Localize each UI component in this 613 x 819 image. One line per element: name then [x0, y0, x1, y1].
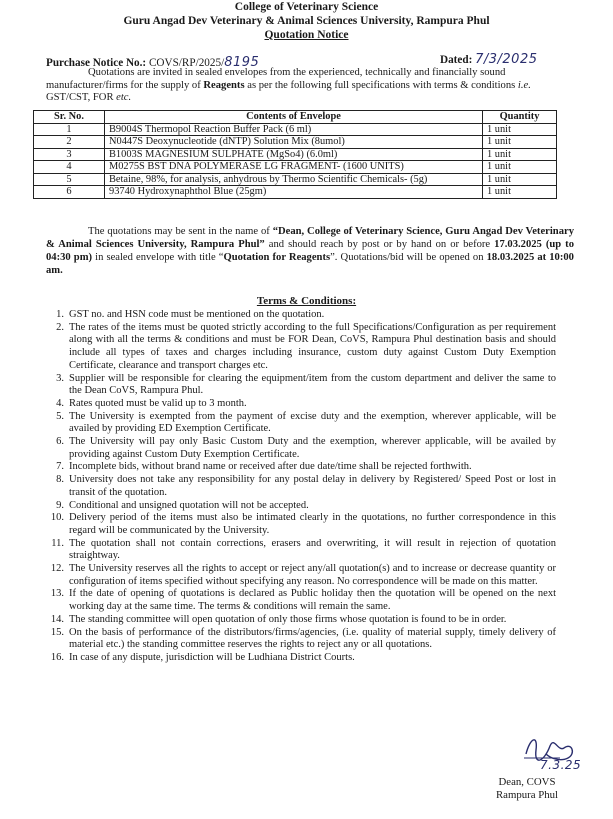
term-item — [36, 322, 556, 373]
term-number: 9. — [56, 499, 64, 511]
term-text: Supplier will be responsible for clearing the equipment/item from the custom department and deliver the same to the Dean CoVS, Rampura Phul. — [69, 372, 556, 397]
row-quantity: 1 unit — [483, 173, 557, 186]
signatory-place: Rampura Phul — [495, 789, 559, 801]
term-number: 16. — [50, 651, 64, 663]
intro-italic-2: etc. — [116, 92, 132, 104]
signature-date: 7.3.25 — [540, 758, 582, 772]
table-row — [34, 136, 557, 149]
table-row — [34, 173, 557, 186]
term-item — [36, 474, 556, 499]
term-item — [36, 538, 556, 563]
header-quantity: Quantity — [483, 111, 557, 124]
signatory-block — [492, 776, 562, 802]
row-sr-no: 6 — [34, 186, 105, 199]
intro-text-2: as per the following full specifications with terms & conditions — [244, 79, 518, 91]
term-item — [36, 512, 556, 537]
opening-date: 18.03.2025 at 10:00 am. — [46, 251, 574, 276]
college-name: College of Veterinary Science — [234, 1, 379, 13]
term-item — [36, 627, 556, 652]
term-text: The rates of the items must be quoted strictly according to the full Specifications/Configuration as per requirement along with all the terms & conditions and must be FOR Dean, CoVS, Rampura Phul destination basis and should include all types of taxes and charges including insurance, custom duty against Custom Duty Exemption Certificate, clearance and transport charges etc. — [69, 321, 556, 371]
term-text: In case of any dispute, jurisdiction will be Ludhiana District Courts. — [69, 651, 355, 663]
intro-italic: i.e. — [517, 79, 531, 91]
reagents-table — [33, 110, 557, 199]
term-number: 2. — [56, 321, 64, 333]
term-text: The University will pay only Basic Custom Duty and the exemption, wherever applicable, will be availed by providing against Custom Duty Exemption Certificate. — [69, 436, 556, 460]
term-number: 14. — [50, 613, 64, 625]
term-item — [36, 563, 556, 588]
intro-text-3: GST/CST, FOR — [46, 92, 117, 104]
term-number: 11. — [51, 537, 64, 549]
term-text: Incomplete bids, without brand name or received after due date/time shall be rejected forthwith. — [69, 461, 472, 473]
row-content: Betaine, 98%, for analysis, anhydrous by Thermo Scientific Chemicals- (5g) — [105, 173, 483, 186]
term-number: 10. — [50, 512, 64, 524]
dated-handwritten: 7/3/2025 — [475, 52, 538, 67]
term-item — [36, 436, 556, 461]
term-number: 13. — [50, 588, 64, 600]
terms-list — [36, 309, 556, 665]
submission-deadline: 17.03.2025 (up to 04:30 pm) — [46, 238, 574, 263]
submission-text-3: in sealed envelope with title “ — [92, 251, 224, 263]
row-sr-no: 5 — [34, 173, 105, 186]
university-name: Guru Angad Dev Veterinary & Animal Sciences University, Rampura Phul — [123, 15, 490, 27]
row-quantity: 1 unit — [483, 161, 557, 174]
term-number: 5. — [56, 410, 64, 422]
term-item — [36, 373, 556, 398]
row-content: 93740 Hydroxynaphthol Blue (25gm) — [105, 186, 483, 199]
term-item — [36, 614, 556, 627]
term-item — [36, 588, 556, 613]
term-text: Conditional and unsigned quotation will not be accepted. — [69, 499, 309, 511]
term-item — [36, 398, 556, 411]
row-content: B9004S Thermopol Reaction Buffer Pack (6 ml) — [105, 123, 483, 136]
row-sr-no: 2 — [34, 136, 105, 149]
dated-label: Dated: — [440, 54, 473, 66]
row-sr-no: 3 — [34, 148, 105, 161]
submission-text-4: ”. Quotations/bid will be opened on — [330, 251, 487, 263]
table-row — [34, 123, 557, 136]
row-sr-no: 1 — [34, 123, 105, 136]
submission-paragraph — [46, 226, 574, 278]
term-item — [36, 461, 556, 474]
term-text: GST no. and HSN code must be mentioned on the quotation. — [69, 309, 325, 320]
submission-addressee: “Dean, College of Veterinary Science, Guru Angad Dev Veterinary & Animal Sciences University, Rampura Phul” — [46, 226, 574, 250]
row-sr-no: 4 — [34, 161, 105, 174]
term-number: 3. — [56, 372, 64, 384]
header-contents: Contents of Envelope — [105, 111, 483, 124]
row-quantity: 1 unit — [483, 123, 557, 136]
term-text: The standing committee will open quotation of only those firms whose quotation is found to be in order. — [69, 613, 507, 625]
purchase-notice-handwritten-number: 8195 — [224, 55, 260, 70]
term-number: 4. — [56, 397, 64, 409]
purchase-notice-label: Purchase Notice No.: — [46, 57, 147, 69]
signatory-designation: Dean, COVS — [498, 776, 556, 788]
dated-line — [440, 52, 538, 67]
intro-text: Quotations are invited in sealed envelopes from the experienced, technically and financially sound manufacturer/firms for the supply of — [46, 67, 506, 91]
row-quantity: 1 unit — [483, 148, 557, 161]
intro-paragraph — [46, 67, 574, 105]
term-number: 8. — [56, 474, 64, 486]
term-number: 7. — [56, 461, 64, 473]
term-number: 6. — [56, 436, 64, 448]
term-text: The University reserves all the rights to accept or reject any/all quotation(s) and to increase or decrease quantity or configuration of items specified without specifying any reason. No correspondence will be made on this matter. — [69, 563, 556, 587]
term-number: 12. — [50, 563, 64, 575]
term-item — [36, 411, 556, 436]
row-content: N0447S Deoxynucleotide (dNTP) Solution Mix (8umol) — [105, 136, 483, 149]
row-content: B1003S MAGNESIUM SULPHATE (MgSo4) (6.0ml) — [105, 148, 483, 161]
table-row — [34, 186, 557, 199]
term-number: 15. — [50, 626, 64, 638]
row-quantity: 1 unit — [483, 136, 557, 149]
row-content: M0275S BST DNA POLYMERASE LG FRAGMENT- (1600 UNITS) — [105, 161, 483, 174]
term-text: The University is exempted from the payment of excise duty and the exemption, wherever applicable, will be availed by providing ED Exemption Certificate. — [69, 410, 556, 435]
term-text: Rates quoted must be valid up to 3 month. — [69, 397, 247, 409]
table-header-row — [34, 111, 557, 124]
terms-heading: Terms & Conditions: — [256, 295, 357, 307]
purchase-notice-number: COVS/RP/2025/ — [148, 57, 225, 69]
term-number: 1. — [56, 309, 64, 320]
term-text: The quotation shall not contain corrections, erasers and overwriting, it will result in rejection of quotation straightway. — [69, 537, 556, 562]
submission-text-2: and should reach by post or by hand on or before — [264, 238, 495, 250]
term-item — [36, 309, 556, 322]
term-item — [36, 652, 556, 665]
envelope-title: Quotation for Reagents — [223, 251, 331, 263]
submission-text: The quotations may be sent in the name of — [88, 226, 273, 237]
term-text: On the basis of performance of the distributors/firms/agencies, (i.e. quality of material supply, timely delivery of material etc.) the standing committee reserves the rights to reject any or all quotations. — [69, 626, 556, 651]
term-text: If the date of opening of quotations is declared as Public holiday then the quotation will be opened on the next working day at the same time. The terms & conditions will remain the same. — [69, 588, 556, 613]
intro-bold: Reagents — [203, 79, 245, 91]
notice-title: Quotation Notice — [264, 29, 349, 41]
table-row — [34, 148, 557, 161]
term-text: Delivery period of the items must also be intimated clearly in the quotations, no further correspondence in this regard will be communicated by the University. — [69, 512, 556, 536]
row-quantity: 1 unit — [483, 186, 557, 199]
header-sr-no: Sr. No. — [34, 111, 105, 124]
term-text: University does not take any responsibility for any postal delay in delivery by Registered/ Speed Post or lost in transit of the quotation. — [69, 474, 556, 498]
table-row — [34, 161, 557, 174]
term-item — [36, 500, 556, 513]
